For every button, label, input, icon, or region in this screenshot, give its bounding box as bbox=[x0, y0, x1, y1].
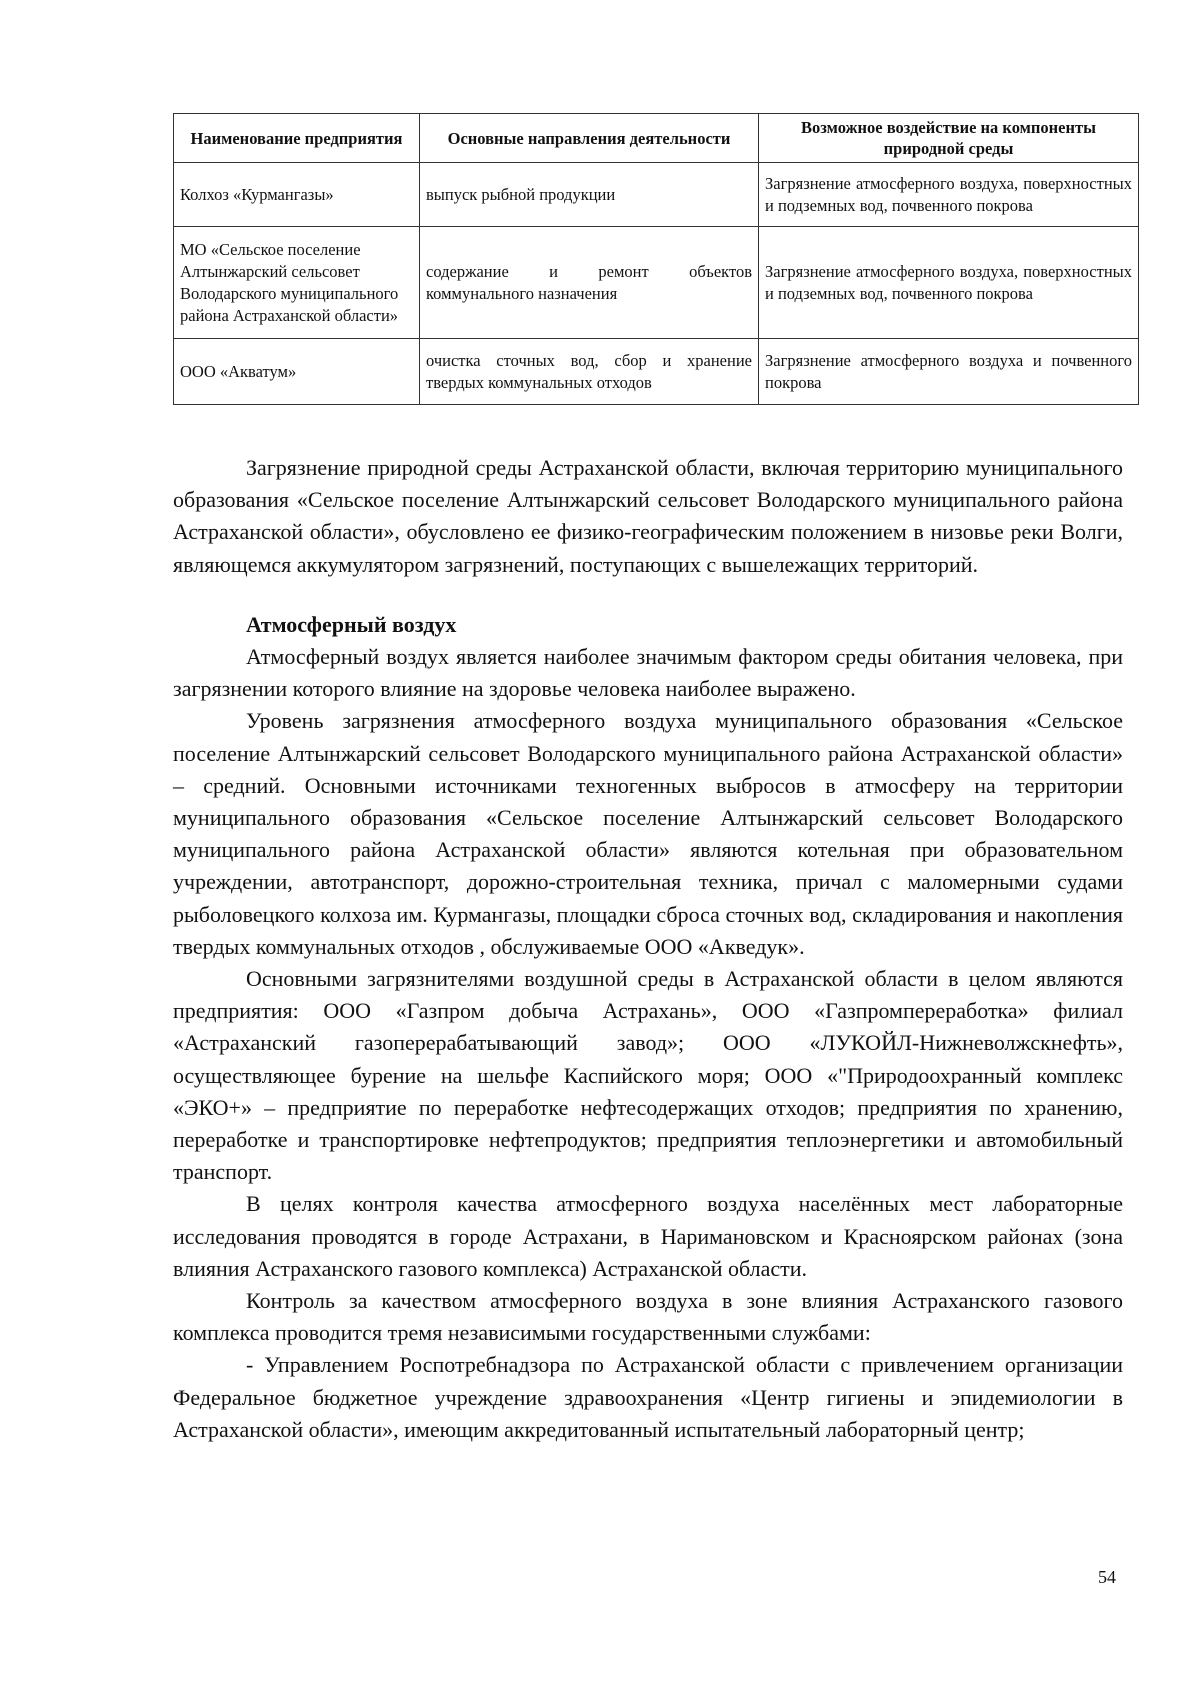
body-text bbox=[173, 452, 1123, 1446]
cell-impact: Загрязнение атмосферного воздуха, поверхностных и подземных вод, почвенного покрова bbox=[759, 163, 1139, 227]
table-row bbox=[174, 163, 1139, 227]
cell-impact: Загрязнение атмосферного воздуха и почвенного покрова bbox=[759, 339, 1139, 405]
header-possible-impact: Возможное воздействие на компоненты природной среды bbox=[759, 114, 1139, 163]
cell-activity: очистка сточных вод, сбор и хранение твердых коммунальных отходов bbox=[420, 339, 759, 405]
cell-impact: Загрязнение атмосферного воздуха, поверхностных и подземных вод, почвенного покрова bbox=[759, 227, 1139, 339]
paragraph: Уровень загрязнения атмосферного воздуха муниципального образования «Сельское поселение Алтынжарский сельсовет Володарского муниципального района Астраханской области» – средний. Основными источниками техногенных выбросов в атмосферу на территории муниципального образования «Сельское поселение Алтынжарский сельсовет Володарского муниципального района Астраханской области» являются котельная при образовательном учреждении, автотранспорт, дорожно-строительная техника, причал с маломерными судами рыболовецкого колхоза им. Курмангазы, площадки сброса сточных вод, складирования и накопления твердых коммунальных отходов , обслуживаемые ООО «Акведук». bbox=[173, 708, 1123, 959]
cell-activity: выпуск рыбной продукции bbox=[420, 163, 759, 227]
paragraph: Контроль за качеством атмосферного воздуха в зоне влияния Астраханского газового комплекса проводится тремя независимыми государственными службами: bbox=[173, 1288, 1123, 1346]
header-enterprise-name: Наименование предприятия bbox=[174, 114, 420, 163]
page-number: 54 bbox=[1098, 1567, 1116, 1587]
paragraph: Основными загрязнителями воздушной среды в Астраханской области в целом являются предприятия: ООО «Газпром добыча Астрахань», ООО «Газпромпереработка» филиал «Астраханский газоперерабатывающий завод»; ООО «ЛУКОЙЛ-Нижневолжскнефть», осуществляющее бурение на шельфе Каспийского моря; ООО «"Природоохранный комплекс «ЭКО+» – предприятие по переработке нефтесодержащих отходов; предприятия по хранению, переработке и транспортировке нефтепродуктов; предприятия теплоэнергетики и автомобильный транспорт. bbox=[173, 966, 1123, 1185]
cell-activity: содержание и ремонт объектов коммунального назначения bbox=[420, 227, 759, 339]
paragraph: Атмосферный воздух является наиболее значимым фактором среды обитания человека, при загрязнении которого влияние на здоровье человека наиболее выражено. bbox=[173, 644, 1123, 702]
intro-paragraph: Загрязнение природной среды Астраханской области, включая территорию муниципального образования «Сельское поселение Алтынжарский сельсовет Володарского муниципального района Астраханской области», обусловлено ее физико-географическим положением в низовье реки Волги, являющемся аккумулятором загрязнений, поступающих с вышележащих территорий. bbox=[173, 455, 1123, 577]
paragraph: - Управлением Роспотребнадзора по Астраханской области с привлечением организации Федеральное бюджетное учреждение здравоохранения «Центр гигиены и эпидемиологии в Астраханской области», имеющим аккредитованный испытательный лабораторный центр; bbox=[173, 1352, 1123, 1442]
header-main-activity: Основные направления деятельности bbox=[420, 114, 759, 163]
table-row bbox=[174, 227, 1139, 339]
table-row bbox=[174, 339, 1139, 405]
paragraph: В целях контроля качества атмосферного воздуха населённых мест лабораторные исследования проводятся в городе Астрахани, в Наримановском и Красноярском районах (зона влияния Астраханского газового комплекса) Астраханской области. bbox=[173, 1191, 1123, 1281]
table-header-row bbox=[174, 114, 1139, 163]
cell-enterprise-name: Колхоз «Курмангазы» bbox=[174, 163, 420, 227]
cell-enterprise-name: ООО «Акватум» bbox=[174, 339, 420, 405]
section-heading: Атмосферный воздух bbox=[246, 611, 457, 637]
cell-enterprise-name: МО «Сельское поселение Алтынжарский сельсовет Володарского муниципального района Астраханской области» bbox=[174, 227, 420, 339]
enterprises-table bbox=[173, 113, 1139, 405]
